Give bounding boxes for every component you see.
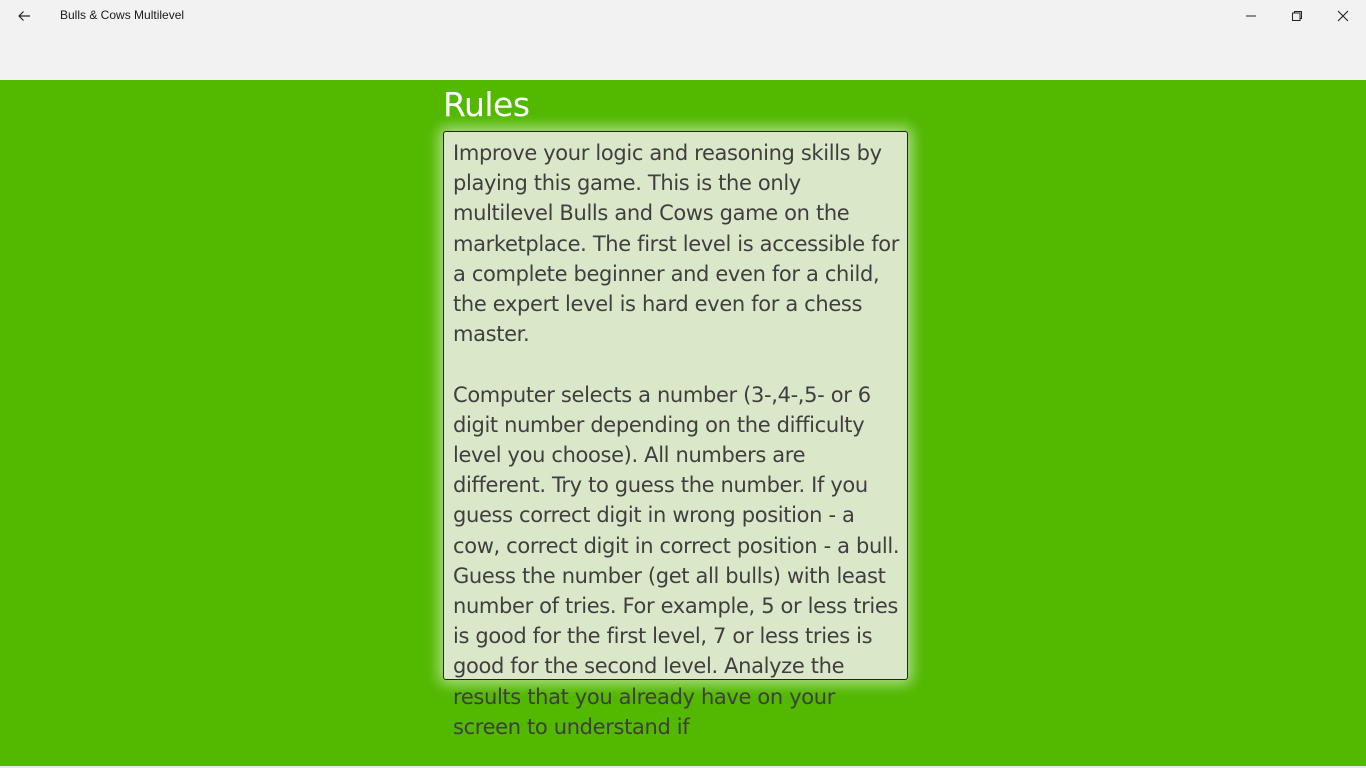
minimize-button[interactable] bbox=[1228, 0, 1274, 32]
rules-body-text: Improve your logic and reasoning skills by playing this game. This is the only multilevel Bulls and Cows game on the marketplace. The first level is accessible for a complete beginner and even for a child, the expert level is hard even for a chess master. Computer selects a number (3-,4-,5- or 6 digit number depending on the difficulty level you choose). All numbers are different. Try to guess the number. If you guess correct digit in wrong position - a cow, correct digit in correct position - a bull. Guess the number (get all bulls) with least number of tries. For example, 5 or less tries is good for the first level, 7 or less tries is good for the second level. Analyze the results that you already have on your screen to understand if bbox=[453, 141, 900, 739]
restore-icon bbox=[1291, 10, 1303, 22]
page-title: Rules bbox=[443, 85, 530, 124]
minimize-icon bbox=[1245, 10, 1257, 22]
app-title: Bulls & Cows Multilevel bbox=[60, 8, 185, 22]
maximize-button[interactable] bbox=[1274, 0, 1320, 32]
close-icon bbox=[1337, 10, 1349, 22]
arrow-left-icon bbox=[17, 9, 31, 23]
close-button[interactable] bbox=[1320, 0, 1366, 32]
rules-text-box[interactable] bbox=[443, 131, 908, 739]
back-button[interactable] bbox=[0, 0, 48, 32]
title-bar bbox=[0, 0, 1366, 80]
